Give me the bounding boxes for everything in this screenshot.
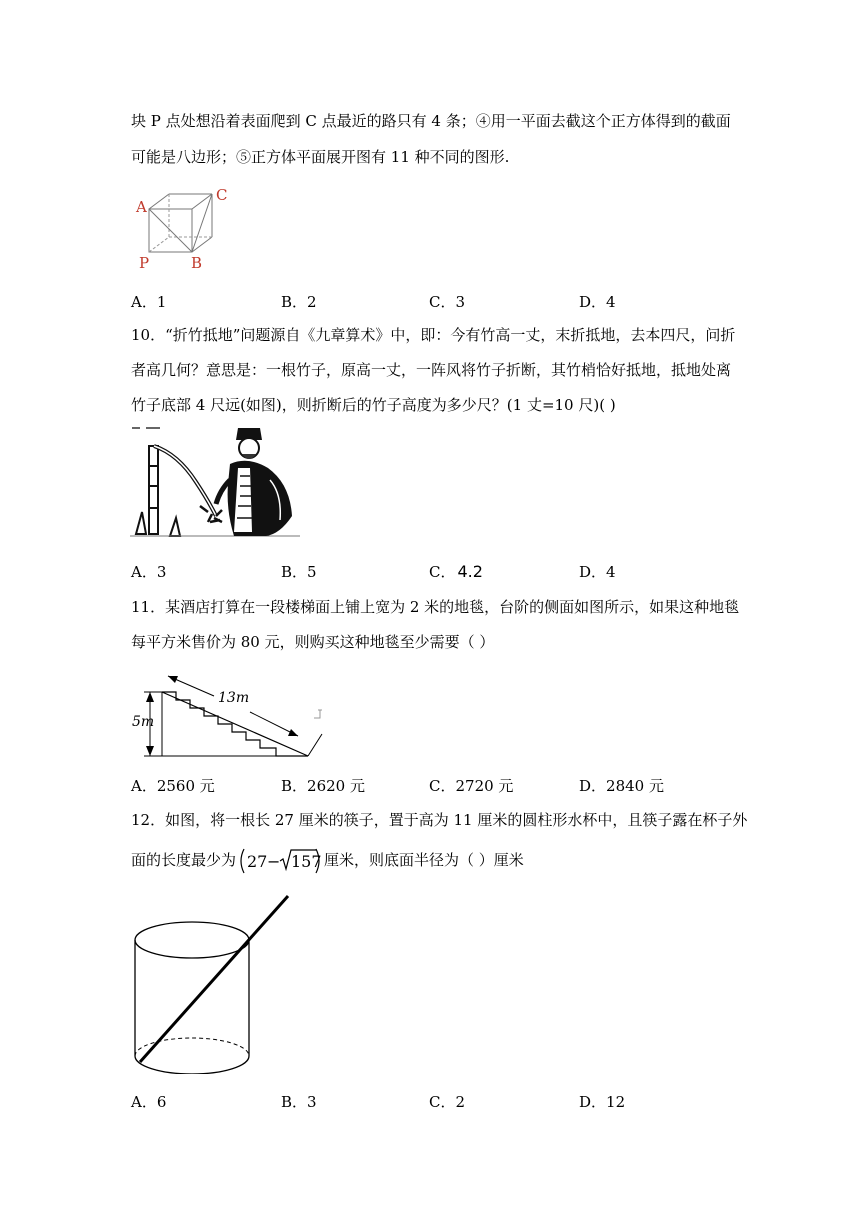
q12-expr-b: 157: [291, 852, 322, 871]
q10-option-c-prefix: C．: [429, 563, 456, 581]
q12-expr-op: −: [267, 852, 281, 871]
q12-line2-prefix: 面的长度最少为: [131, 851, 237, 869]
q9-option-d[interactable]: D．4: [579, 293, 616, 311]
q12-text-line-1: 12．如图，将一根长 27 厘米的筷子，置于高为 11 厘米的圆柱形水杯中，且筷子露在杯子外: [131, 811, 748, 829]
q10-option-a[interactable]: A．3: [131, 563, 167, 581]
cup-chopstick-figure: [130, 894, 294, 1074]
q11-options: [131, 776, 731, 796]
q12-options: [131, 1092, 731, 1112]
label-p: P: [139, 254, 150, 272]
q11-text-line-1: 11．某酒店打算在一段楼梯面上铺上宽为 2 米的地毯，台阶的侧面如图所示，如果这种地毯: [131, 598, 740, 616]
slant-label: 13m: [218, 690, 250, 706]
q9-text-line-1: 块 P 点处想沿着表面爬到 C 点最近的路只有 4 条；④用一平面去截这个正方体得到的截面: [131, 112, 731, 130]
q10-option-c[interactable]: [429, 562, 483, 582]
q11-text-line-2: 每平方米售价为 80 元，则购买这种地毯至少需要（ ）: [131, 633, 495, 651]
q9-option-a[interactable]: A．1: [131, 293, 167, 311]
cube-figure: [134, 184, 234, 272]
label-b: B: [191, 254, 203, 272]
q9-options: [131, 292, 731, 312]
q9-option-c[interactable]: C．3: [429, 293, 466, 311]
q11-option-a[interactable]: A．2560 元: [131, 777, 215, 795]
q10-option-c-value: 4.2: [457, 562, 483, 581]
label-a: A: [136, 198, 147, 216]
q12-line2-suffix: 厘米，则底面半径为（ ）厘米: [324, 851, 524, 869]
q12-option-b[interactable]: B．3: [281, 1093, 317, 1111]
q12-expression: [238, 847, 322, 875]
q10-options: [131, 562, 731, 582]
q12-option-d[interactable]: D．12: [579, 1093, 626, 1111]
label-c: C: [216, 186, 228, 204]
q12-expr-a: 27: [247, 852, 268, 871]
q10-text-line-1: 10．“折竹抵地”问题源自《九章算术》中，即：今有竹高一丈，末折抵地，去本四尺，问折: [131, 326, 736, 344]
q12-option-a[interactable]: A．6: [131, 1093, 167, 1111]
staircase-figure: [132, 660, 338, 764]
q9-text-line-2: 可能是八边形；⑤正方体平面展开图有 11 种不同的图形.: [131, 148, 510, 166]
q9-option-b[interactable]: B．2: [281, 293, 317, 311]
bamboo-illustration: [130, 424, 300, 542]
q10-option-b[interactable]: B．5: [281, 563, 317, 581]
q10-text-line-3: 竹子底部 4 尺远(如图)，则折断后的竹子高度为多少尺？(1 丈=10 尺)( ): [131, 396, 616, 414]
q12-option-c[interactable]: C．2: [429, 1093, 466, 1111]
q11-option-c[interactable]: C．2720 元: [429, 777, 514, 795]
q12-text-line-2: [131, 846, 524, 874]
q11-option-b[interactable]: B．2620 元: [281, 777, 365, 795]
q10-option-d[interactable]: D．4: [579, 563, 616, 581]
height-label: 5m: [132, 714, 155, 730]
q11-option-d[interactable]: D．2840 元: [579, 777, 664, 795]
q10-text-line-2: 者高几何？意思是：一根竹子，原高一丈，一阵风将竹子折断，其竹梢恰好抵地，抵地处离: [131, 361, 732, 379]
